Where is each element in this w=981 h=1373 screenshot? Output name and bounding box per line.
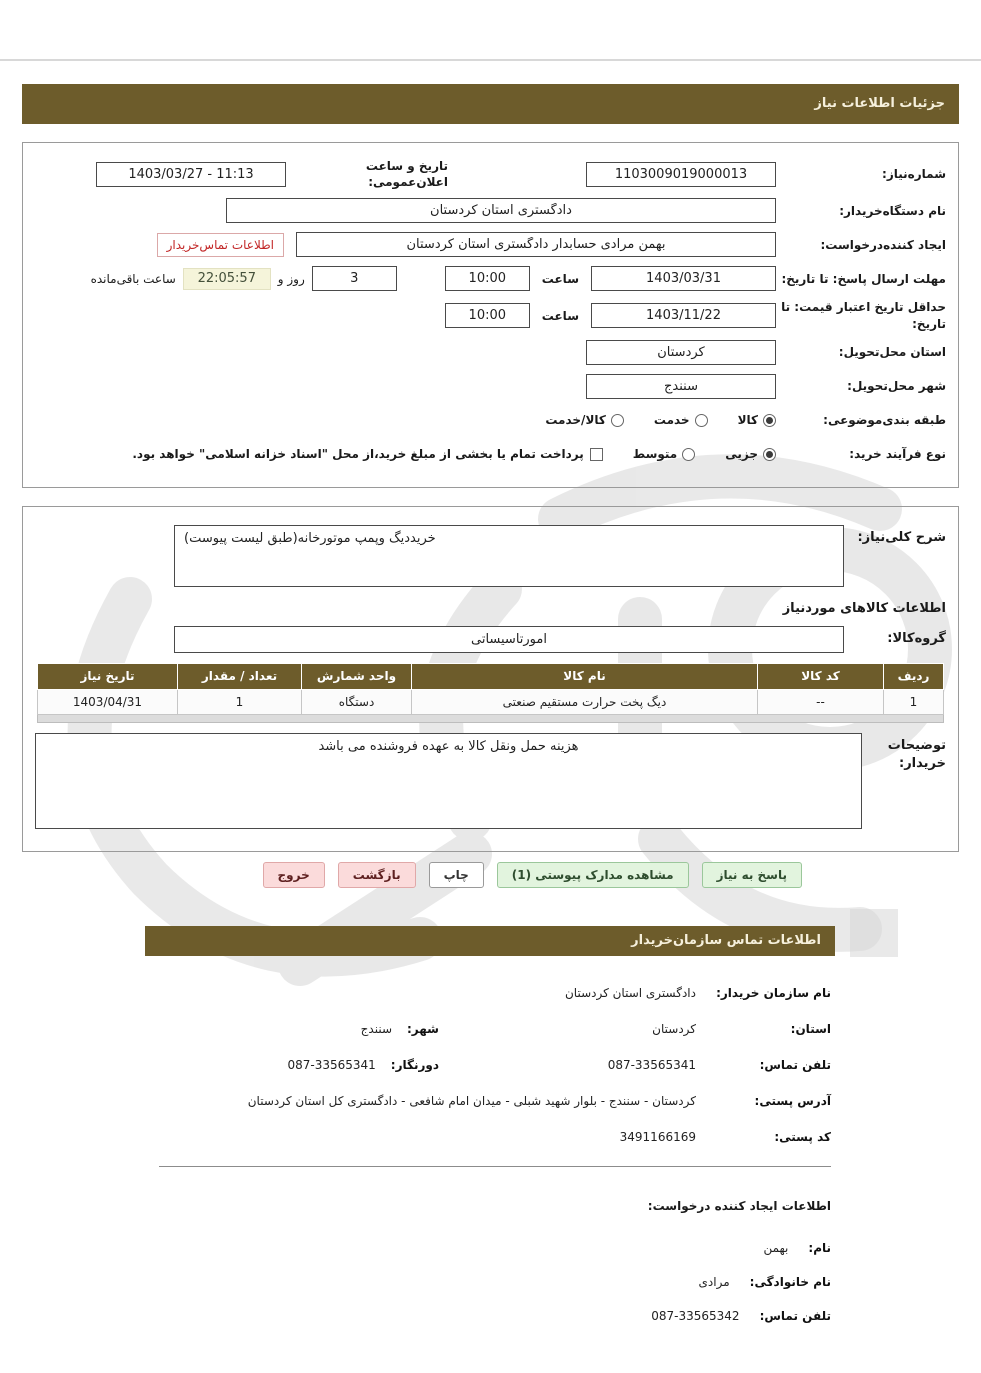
address-label: آدرس پستی:: [754, 1093, 831, 1108]
buyer-notes-label: توضیحات خریدار:: [887, 737, 946, 771]
last-name-label: نام خانوادگی:: [749, 1274, 831, 1289]
delivery-province-row: [35, 339, 946, 366]
subject-option-goods-service[interactable]: [545, 413, 624, 427]
subject-option-service-label: خدمت: [653, 413, 690, 428]
phone-label: تلفن تماس:: [759, 1057, 831, 1072]
cell-goods-code: --: [758, 689, 884, 714]
buyer-org-label: نام دستگاه‌خریدار:: [839, 203, 946, 218]
subject-class-row: [35, 407, 946, 434]
first-name-label: نام:: [808, 1240, 831, 1255]
creator-phone-value: 087-33565342: [651, 1308, 740, 1323]
need-number-label: شماره‌نیاز:: [882, 167, 946, 182]
fax-value: 087-33565341: [287, 1057, 376, 1072]
view-attachments-button[interactable]: مشاهده مدارک پیوستی (1): [497, 862, 689, 888]
countdown-suffix-text: ساعت باقی‌مانده: [90, 271, 176, 286]
subject-option-goods-label: کالا: [737, 413, 758, 428]
col-goods-name: نام کالا: [412, 663, 758, 689]
reply-deadline-label: مهلت ارسال پاسخ: تا تاریخ:: [781, 271, 946, 286]
price-validity-row: [35, 299, 946, 331]
cell-unit: دستگاه: [302, 689, 412, 714]
postal-code-value: 3491166169: [619, 1129, 696, 1144]
delivery-city-label: شهر محل‌تحویل:: [847, 379, 946, 394]
delivery-province-label: استان محل‌تحویل:: [838, 345, 946, 360]
need-number-row: [35, 158, 946, 190]
treasury-option[interactable]: [132, 447, 602, 461]
reply-to-need-button[interactable]: پاسخ به نیاز: [702, 862, 802, 888]
buyer-org-row: [35, 197, 946, 224]
announce-datetime-input[interactable]: [96, 162, 286, 187]
price-validity-hour-label: ساعت: [541, 308, 579, 323]
col-row-number: ردیف: [884, 663, 944, 689]
reply-deadline-hour-label: ساعت: [541, 271, 579, 286]
need-details-box: [22, 142, 959, 488]
cell-need-date: 1403/04/31: [38, 689, 178, 714]
radio-checked-icon[interactable]: [763, 414, 776, 427]
delivery-city-row: [35, 373, 946, 400]
address-row: [149, 1094, 831, 1108]
cell-quantity: 1: [178, 689, 302, 714]
cell-goods-name: دیگ پخت حرارت مستقیم صنعتی: [412, 689, 758, 714]
goods-group-label: گروه‌کالا:: [887, 630, 946, 646]
creator-row: [35, 231, 946, 258]
buyer-notes-textarea[interactable]: [35, 733, 862, 829]
first-name-value: بهمن: [763, 1240, 789, 1255]
creator-phone-row: [149, 1309, 831, 1323]
goods-info-title: اطلاعات کالاهای موردنیاز: [782, 600, 946, 616]
details-header-bar: جزئیات اطلاعات نیاز: [22, 84, 959, 124]
process-type-label: نوع فرآیند خرید:: [849, 447, 946, 462]
fax-label: دورنگار:: [390, 1057, 439, 1072]
creator-info-title: اطلاعات ایجاد کننده درخواست:: [647, 1198, 831, 1213]
table-scroll-strip[interactable]: [37, 715, 944, 723]
radio-unchecked-icon[interactable]: [682, 448, 695, 461]
subject-option-service[interactable]: [654, 413, 708, 427]
remaining-days-input[interactable]: [312, 266, 397, 291]
contact-divider: [159, 1166, 831, 1167]
goods-table-header-row: [38, 663, 944, 689]
announce-datetime-label: تاریخ و ساعت اعلان‌عمومی:: [365, 159, 448, 190]
postal-code-row: [149, 1130, 831, 1144]
col-unit: واحد شمارش: [302, 663, 412, 689]
last-name-value: مرادی: [698, 1274, 730, 1289]
creator-phone-label: تلفن تماس:: [759, 1308, 831, 1323]
province-city-row: [149, 1022, 831, 1036]
col-goods-code: کد کالا: [758, 663, 884, 689]
last-name-row: [149, 1275, 831, 1289]
reply-deadline-date-input[interactable]: [591, 266, 776, 291]
days-suffix-text: روز و: [277, 271, 305, 286]
top-divider: [0, 59, 981, 61]
radio-unchecked-icon[interactable]: [611, 414, 624, 427]
price-validity-time-input[interactable]: [445, 303, 530, 328]
radio-checked-icon[interactable]: [763, 448, 776, 461]
subject-class-label: طبقه بندی‌موضوعی:: [823, 413, 946, 428]
phone-fax-row: [149, 1058, 831, 1072]
need-number-input[interactable]: [586, 162, 776, 187]
contact-section: [145, 986, 835, 1323]
subject-option-goods-service-label: کالا/خدمت: [545, 413, 606, 428]
treasury-checkbox[interactable]: [590, 448, 603, 461]
goods-group-input[interactable]: [174, 626, 844, 653]
process-option-medium[interactable]: [633, 447, 696, 461]
back-button[interactable]: بازگشت: [338, 862, 416, 888]
process-option-minor[interactable]: [725, 447, 776, 461]
goods-group-row: [35, 626, 946, 653]
city-label: شهر:: [407, 1021, 439, 1036]
need-description-textarea[interactable]: [174, 525, 844, 587]
delivery-province-input[interactable]: [586, 340, 776, 365]
province-value: کردستان: [652, 1021, 696, 1036]
treasury-note-text: پرداخت تمام یا بخشی از مبلغ خرید،از محل "اسناد خزانه اسلامی" خواهد بود.: [132, 447, 584, 462]
need-description-label: شرح کلی‌نیاز:: [857, 529, 946, 545]
address-value: کردستان - سنندج - بلوار شهید شبلی - میدان امام شافعی - دادگستری کل استان کردستان: [247, 1093, 696, 1108]
province-label: استان:: [790, 1021, 831, 1036]
org-name-value: دادگستری استان کردستان: [564, 985, 696, 1000]
delivery-city-input[interactable]: [586, 374, 776, 399]
reply-deadline-time-input[interactable]: [445, 266, 530, 291]
countdown-timer: 22:05:57: [183, 268, 271, 290]
buyer-contact-link[interactable]: اطلاعات تماس‌خریدار: [157, 233, 284, 257]
col-need-date: تاریخ نیاز: [38, 663, 178, 689]
exit-button[interactable]: خروج: [263, 862, 325, 888]
goods-info-box: [22, 506, 959, 852]
process-option-minor-label: جزیی: [725, 447, 758, 462]
goods-table: [37, 663, 944, 715]
radio-unchecked-icon[interactable]: [695, 414, 708, 427]
price-validity-date-input[interactable]: [591, 303, 776, 328]
cell-row-number: 1: [884, 689, 944, 714]
action-buttons: [22, 862, 959, 888]
buyer-notes-row: [35, 733, 946, 829]
subject-option-goods[interactable]: [738, 413, 776, 427]
creator-label: ایجاد کننده‌درخواست:: [820, 237, 946, 252]
postal-code-label: کد پستی:: [774, 1129, 831, 1144]
reply-deadline-row: [35, 265, 946, 292]
need-description-row: [35, 525, 946, 587]
buyer-org-input[interactable]: [226, 198, 776, 223]
col-quantity: تعداد / مقدار: [178, 663, 302, 689]
phone-value: 087-33565341: [607, 1057, 696, 1072]
print-button[interactable]: چاپ: [429, 862, 484, 888]
process-type-row: [35, 441, 946, 468]
main-content: [22, 84, 959, 1323]
creator-input[interactable]: [296, 232, 776, 257]
price-validity-label: حداقل تاریخ اعتبار قیمت: تا تاریخ:: [781, 300, 946, 331]
goods-table-row: [38, 689, 944, 714]
first-name-row: [149, 1241, 831, 1255]
process-option-medium-label: متوسط: [632, 447, 678, 462]
org-name-label: نام سازمان خریدار:: [716, 985, 831, 1000]
city-value: سنندج: [360, 1021, 392, 1036]
org-name-row: [149, 986, 831, 1000]
contact-header-bar: اطلاعات تماس سازمان‌خریدار: [145, 926, 835, 956]
